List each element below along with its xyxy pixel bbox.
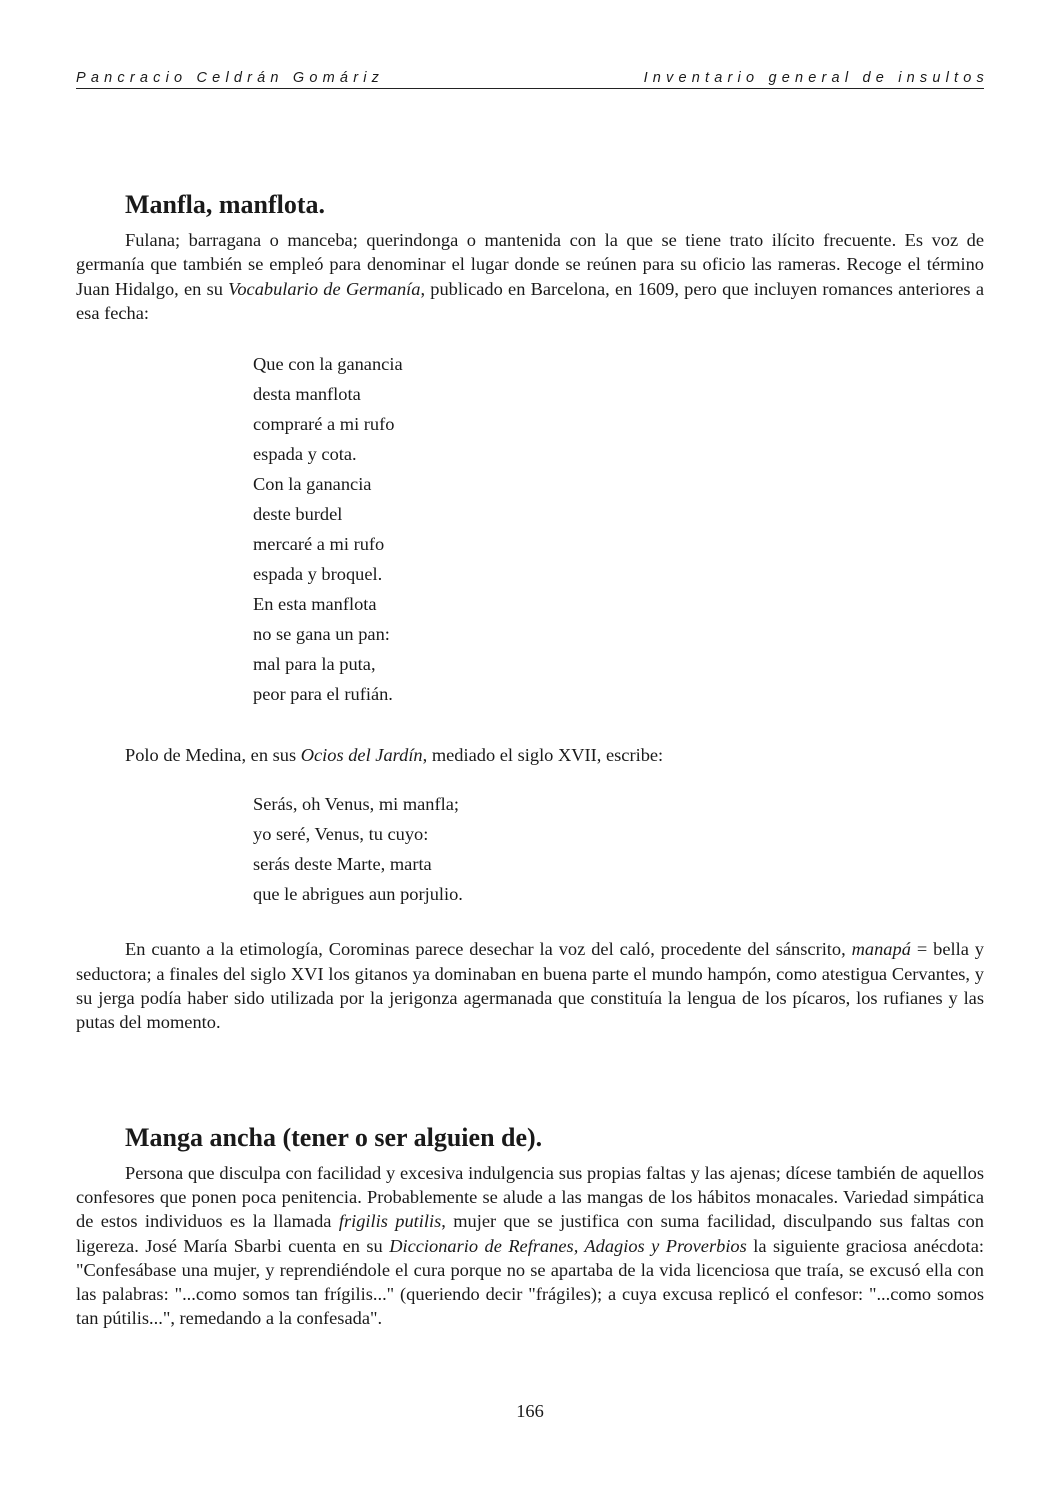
entry-paragraph: Fulana; barragana o manceba; querindonga o mantenida con la que se tiene trato ilícito frecuente. Es voz de germanía que también se empleó para denominar el lugar donde se reúnen para su oficio las rameras. Recoge el término Juan Hidalgo, en su Vocabulario de Germanía, publicado en Barcelona, en 1609, pero que incluyen romances anteriores a esa fecha: — [76, 230, 984, 323]
poem-quote — [253, 349, 984, 709]
book-title-italic: Ocios del Jardín — [300, 745, 423, 766]
poem-line: deste burdel — [253, 504, 343, 525]
poem-line: espada y broquel. — [253, 564, 383, 585]
entry-paragraph: Polo de Medina, en sus Ocios del Jardín, mediado el siglo XVII, escribe: — [125, 745, 664, 766]
book-title-italic: Vocabulario de Germanía — [228, 278, 421, 299]
poem-line: mal para la puta, — [253, 654, 376, 675]
entry-manfla — [76, 188, 984, 1035]
entry-paragraph: En cuanto a la etimología, Corominas parece desechar la voz del caló, procedente del sánscrito, manapá = bella y seductora; a finales del siglo XVI los gitanos ya dominaban en buena parte el mundo hampón, como atestigua Cervantes, y su jerga podía haber sido utilizada por la jerigonza agermanada que constituía la lengua de los pícaros, los rufianes y las putas del momento. — [76, 939, 984, 1033]
header-author: Pancracio Celdrán Gomáriz — [76, 70, 385, 86]
entry-title: Manfla, manflota. — [125, 190, 326, 219]
poem-line: Serás, oh Venus, mi manfla; — [253, 794, 460, 815]
poem-line: desta manflota — [253, 384, 361, 405]
poem-line: En esta manflota — [253, 594, 377, 615]
poem-line: compraré a mi rufo — [253, 414, 395, 435]
entry-paragraph: Persona que disculpa con facilidad y excesiva indulgencia sus propias faltas y las ajenas; dícese también de aquellos confesores que ponen poca penitencia. Probablemente se alude a las mangas de los hábitos monacales. Variedad simpática de estos individuos es la llamada frigilis putilis, mujer que se justifica con suma facilidad, disculpando sus faltas con ligereza. José María Sbarbi cuenta en su Diccionario de Refranes, Adagios y Proverbios la siguiente graciosa anécdota: "Confesábase una mujer, y reprendiéndole el cura porque no se apartaba de la vida licenciosa que traía, se excusó ella con las palabras: "...como somos tan frígilis..." (queriendo decir "frágiles); a cuya excusa replicó el confesor: "...como somos tan pútilis...", remedando a la confesada". — [76, 1162, 985, 1329]
term-italic: manapá — [851, 939, 911, 960]
entry-manga-ancha — [76, 1121, 984, 1331]
page-number: 166 — [516, 1401, 544, 1421]
term-italic: frigilis putilis — [338, 1211, 442, 1232]
book-title-italic: Diccionario de Refranes, Adagios y Proverbios — [389, 1235, 747, 1256]
running-header — [76, 66, 989, 89]
poem-line: mercaré a mi rufo — [253, 534, 385, 555]
header-book-title: Inventario general de insultos — [643, 70, 989, 86]
poem-line: serás deste Marte, marta — [253, 854, 432, 875]
entry-title: Manga ancha (tener o ser alguien de). — [125, 1122, 543, 1152]
poem-line: no se gana un pan: — [253, 624, 390, 645]
poem-line: Con la ganancia — [253, 474, 372, 495]
poem-line: espada y cota. — [253, 444, 357, 465]
poem-line: yo seré, Venus, tu cuyo: — [253, 824, 429, 845]
poem-line: Que con la ganancia — [253, 354, 403, 375]
poem-line: peor para el rufián. — [253, 684, 393, 705]
page-content — [76, 188, 984, 1331]
poem-quote — [253, 789, 984, 909]
poem-line: que le abrigues aun porjulio. — [253, 884, 463, 905]
